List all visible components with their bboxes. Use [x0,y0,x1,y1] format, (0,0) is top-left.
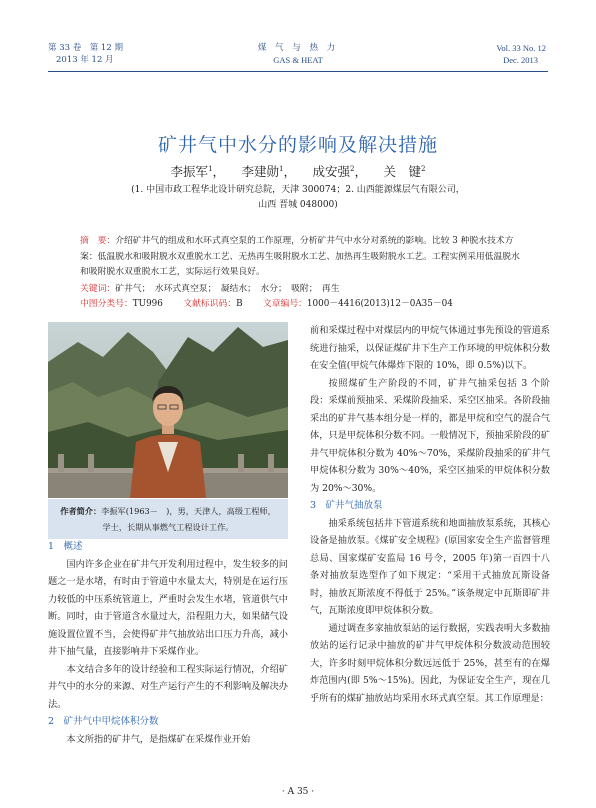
section-heading: 2 矿井气中甲烷体积分数 [48,716,159,727]
author-name: 李建勋 [241,164,280,179]
author-name: 成安强 [312,164,350,179]
affiliation-line: (1. 中国市政工程华北设计研究总院，天津 300074；2. 山西能源煤层气有限公司， [131,185,465,195]
author-bio-label: 作者简介： [60,506,102,516]
header-volume: 第 33 卷 第 12 期 [48,43,123,53]
abstract [80,234,522,281]
header-volume-en-line1: Vol. 33 No. 12 [496,43,546,53]
author-bio-caption [48,499,288,539]
keywords-text: 矿井气； 水环式真空泵； 凝结水； 水分； 吸附； 再生 [115,284,340,294]
clc-label: 中图分类号： [80,299,133,309]
header-volume-en [496,42,546,66]
paragraph: 按照煤矿生产阶段的不同，矿井气抽采包括 3 个阶段：采煤前预抽采、采煤阶段抽采、采空区抽采。各阶段抽采出的矿井气基本组分是一样的，都是甲烷和空气的混合气体，只是甲烷体积分数不同。一般情况下，预抽采阶段的矿井气甲烷体积分数为 40%～70%，采煤阶段抽采的矿井气甲烷体积分数为 30%～40%，采空区抽采的甲烷体积分数为 20%～30%。 [310,377,550,494]
author-name: 关 键 [383,164,421,179]
paragraph: 本文结合多年的设计经验和工程实际运行情况，介绍矿井气中的水分的来源、对生产运行产生的不利影响及解决办法。 [48,663,288,710]
abstract-text: 介绍矿井气的组成和水环式真空泵的工作原理，分析矿井气中水分对系统的影响。比较 3 种脱水技术方案：低温脱水和吸附脱水双重脱水工艺、无热再生吸附脱水工艺、加热再生吸附脱水工艺。工程实例采用低温脱水和吸附脱水双重脱水工艺，实际运行效果良好。 [80,236,520,277]
header-date: 2013 年 12 月 [56,55,114,65]
keywords [80,282,522,298]
clc-value: TU996 [132,299,163,309]
author-bio-line [48,503,288,519]
journal-name-cn: 煤 气 与 热 力 [257,43,339,53]
author-bio-text: 李振军(1963－ )，男，天津人，高级工程师， [101,506,276,516]
section-heading: 3 矿井气抽放泵 [310,500,383,511]
author-photo [48,322,288,498]
header-volume-en-line2: Dec. 2013 [503,55,538,65]
author-name: 李振军 [170,164,209,179]
body-right-column [310,322,550,707]
article-no-value: 1000－4416(2013)12－0A35－04 [306,299,453,309]
author-affil-mark: 2 [350,164,355,173]
paragraph: 前和采煤过程中对煤层内的甲烷气体通过事先预设的管道系统进行抽采，以保证煤矿井下生产工作环境的甲烷体积分数在安全值(甲烷气体爆炸下限的 10%，即 0.5%)以下。 [310,325,550,371]
paragraph: 通过调查多家抽放泵站的运行数据，实践表明大多数抽放站的运行记录中抽放的矿井气甲烷体积分数波动范围较大，许多时刻甲烷体积分数远远低于 25%，甚至有的在爆炸范围内(即 5%～15%)。因此，为保证安全生产，现在几乎所有的煤矿抽放站均采用水环式真空泵。其工作原理是： [310,622,550,704]
article-no-label: 文章编号： [262,299,307,309]
section-heading: 1 概述 [48,541,83,552]
header-rule [48,71,548,72]
paragraph: 国内许多企业在矿井气开发利用过程中，发生较多的问题之一是水堵，有时由于管道中水量太大，特别是在运行压力较低的中压系统管道上，严重时会发生水堵，管道供气中断。同时，由于管道含水量过大，沿程阻力大，如果储气设施设置位置不当，会使得矿井气抽放站出口压力升高，减小井下抽气量，直接影响井下采煤作业。 [48,558,288,657]
affiliation-line: 山西 晋城 048000) [258,200,338,210]
journal-name-en: GAS & HEAT [273,55,323,65]
page-number: · A 35 · [281,787,315,797]
classification-info [80,297,522,313]
author-list: 李振军$^1$， 李建勋$^1$， 成安强$^2$， 关 键$^2$ [170,164,426,179]
doc-code-label: 文献标识码： [183,299,237,309]
keywords-label: 关键词： [80,284,116,294]
article-title: 矿井气中水分的影响及解决措施 [157,134,438,156]
author-affil-mark: 1 [279,164,284,173]
paragraph: 抽采系统包括井下管道系统和地面抽放泵系统，其核心设备是抽放泵。《煤矿安全规程》(原国家安全生产监督管理总局、国家煤矿安监局 16 号令，2005 年)第一百四十八条对抽放泵选型作了如下规定：“采用干式抽放瓦斯设备时，抽放瓦斯浓度不得低于 25%。”该条规定中瓦斯即矿井气，瓦斯浓度即甲烷体积分数。 [310,517,550,616]
author-photo-drawing [48,322,288,498]
author-bio-line: 学士，长期从事燃气工程设计工作。 [102,522,234,532]
paragraph: 本文所指的矿井气，是指煤矿在采煤作业开始 [66,733,251,745]
author-affil-mark: 2 [420,164,426,173]
doc-code-value: B [236,299,243,309]
abstract-label: 摘 要： [80,236,116,246]
affiliations [0,183,596,213]
body-left-column [48,538,288,748]
author-affil-mark: 1 [208,164,213,173]
